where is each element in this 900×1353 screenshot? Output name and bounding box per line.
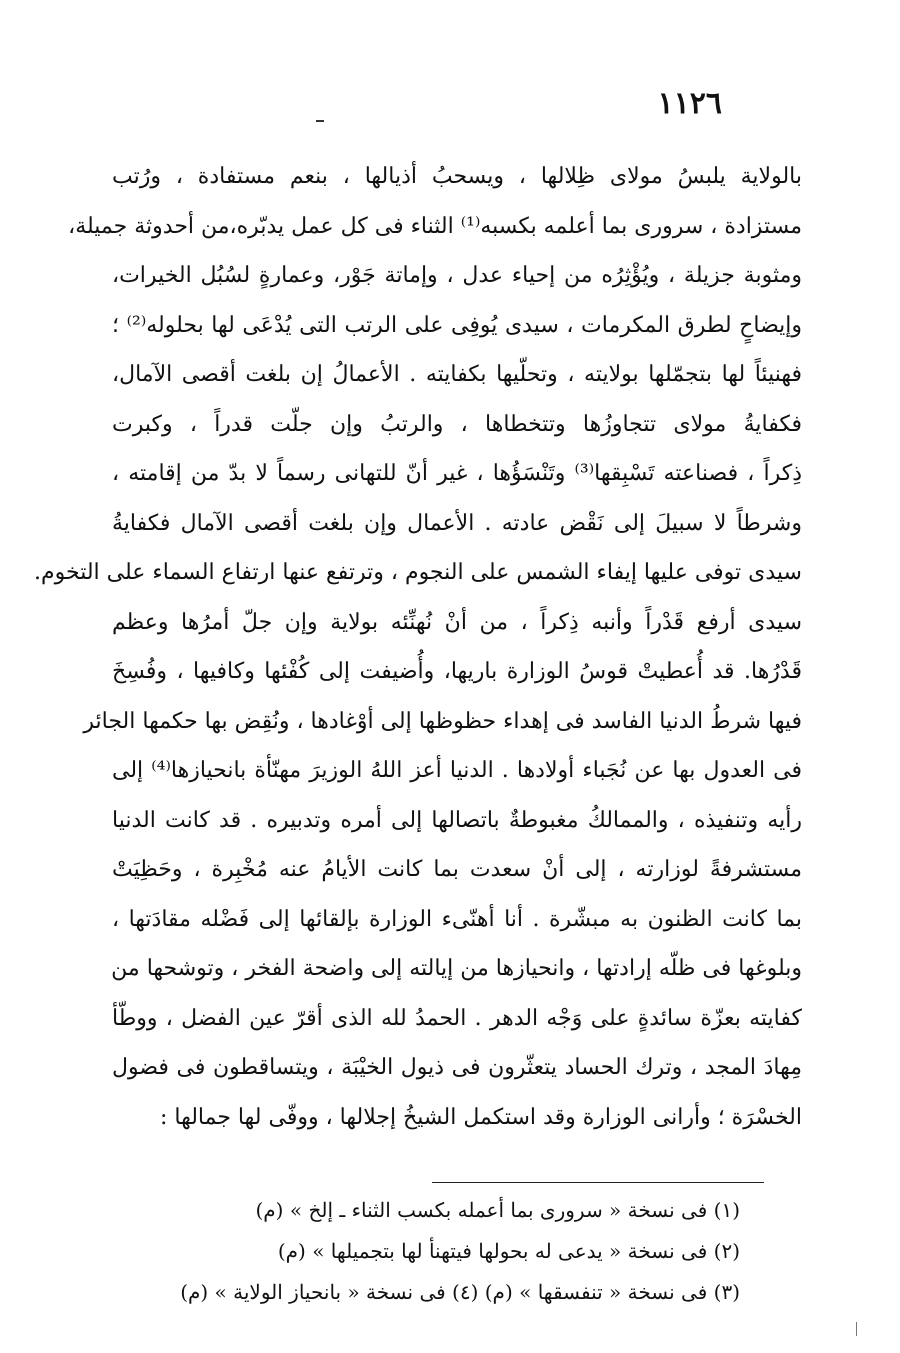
print-mark xyxy=(316,120,324,122)
body-text xyxy=(34,152,803,1142)
text-line: وإيضاحٍ لطرق المكرمات ، سيدى يُوفِى على الرتب التى يُدْعَى لها بحلوله⁽²⁾ ؛ xyxy=(112,312,803,338)
text-line: بما كانت الظنون به مبشّرة . أنا أهنّىء الوزارة بإلقائها إلى فَضْله مقادَتها ، xyxy=(112,906,802,932)
text-line: مِهادَ المجد ، وترك الحساد يتعثّرون فى ذيول الخيْبَة ، ويتساقطون فى فضول xyxy=(112,1055,802,1080)
footnote: (٢) فى نسخة « يدعى له بحولها فيتهنأ لها بتجميلها » (م) xyxy=(277,1239,740,1263)
text-line: ومثوبة جزيلة ، ويُؤْثِرُه من إحياء عدل ، وإماتة جَوْر، وعمارةٍ لسُبُل الخيرات، xyxy=(112,263,802,288)
text-line: فكفايةُ مولاى تتجاوزُها وتتخطاها ، والرتبُ وإن جلّت قدراً ، وكبرت xyxy=(112,411,802,437)
text-line: سيدى توفى عليها إيفاء الشمس على النجوم ، وترتفع عنها ارتفاع السماء على التخوم. xyxy=(34,560,802,585)
text-line: بالولاية يلبسُ مولاى ظِلالها ، ويسحبُ أذيالها ، بنعم مستفادة ، ورُتب xyxy=(112,164,802,189)
page-number: ١١٢٦ xyxy=(657,86,722,121)
text-line: كفايته بعزّة سائدةٍ على وَجْه الدهر . الحمدُ لله الذى أقرّ عين الفضل ، ووطّأ xyxy=(112,1005,802,1031)
text-line: وبلوغها فى ظلّه إرادتها ، وانحيازها من إيالته إلى واضحة الفخر ، وتوشحها من xyxy=(111,956,802,981)
text-line: الخسْرَة ؛ وأرانى الوزارة وقد استكمل الشيخُ إجلالها ، ووفّى لها جمالها : xyxy=(159,1104,802,1130)
text-line: فى العدول بها عن نُجَباء أولادها . الدنيا أعز اللهُ الوزيرَ مهنّأة بانحيازها⁽⁴⁾ إلى xyxy=(112,758,802,783)
text-line: سيدى أرفع قَدْراً وأنبه ذِكراً ، من أنْ نُهنِّئه بولاية وإن جلّ أمرُها وعظم xyxy=(112,609,802,635)
text-line: مستزادة ، سرورى بما أعلمه بكسبه⁽¹⁾ الثناء فى كل عمل يدبّره،من أحدوثة جميلة، xyxy=(68,213,802,239)
text-line: وشرطاً لا سبيلَ إلى نَقْض عادته . الأعمال وإن بلغت أقصى الآمال فكفايةُ xyxy=(112,510,802,536)
footnote: (٣) فى نسخة « تنفسقها » (م) (٤) فى نسخة « بانحياز الولاية » (م) xyxy=(180,1280,740,1304)
text-line: فهنيئاً لها بتجمّلها بولايته ، وتحلّيها بكفايته . الأعمالُ إن بلغت أقصى الآمال، xyxy=(112,362,802,387)
text-line: رأيه وتنفيذه ، والممالكُ مغبوطةٌ باتصالها إلى أمره وتدبيره . قد كانت الدنيا xyxy=(112,807,802,833)
footnotes xyxy=(180,1190,740,1313)
margin-mark xyxy=(856,1322,857,1336)
text-line: قَدْرُها. قد أُعطيتْ قوسُ الوزارة باريها، وأُضيفت إلى كُفْئها وكافيها ، وفُسِخَ xyxy=(112,659,802,684)
text-line: ذِكراً ، فصناعته تَسْبِقها⁽³⁾ وتَنْسَؤُها ، غير أنّ للتهانى رسماً لا بدّ من إقامته ، xyxy=(112,461,802,486)
footnote-divider xyxy=(432,1182,764,1183)
text-line: مستشرفةً لوزارته ، إلى أنْ سعدت بما كانت الأيامُ عنه مُخْبِرة ، وحَظِيَتْ xyxy=(112,857,802,882)
footnote: (١) فى نسخة « سرورى بما أعمله بكسب الثناء ـ إلخ » (م) xyxy=(255,1198,740,1222)
text-line: فيها شرطُ الدنيا الفاسد فى إهداء حظوظها إلى أوْغادها ، ونُقِض بها حكمها الجائر xyxy=(83,708,802,734)
